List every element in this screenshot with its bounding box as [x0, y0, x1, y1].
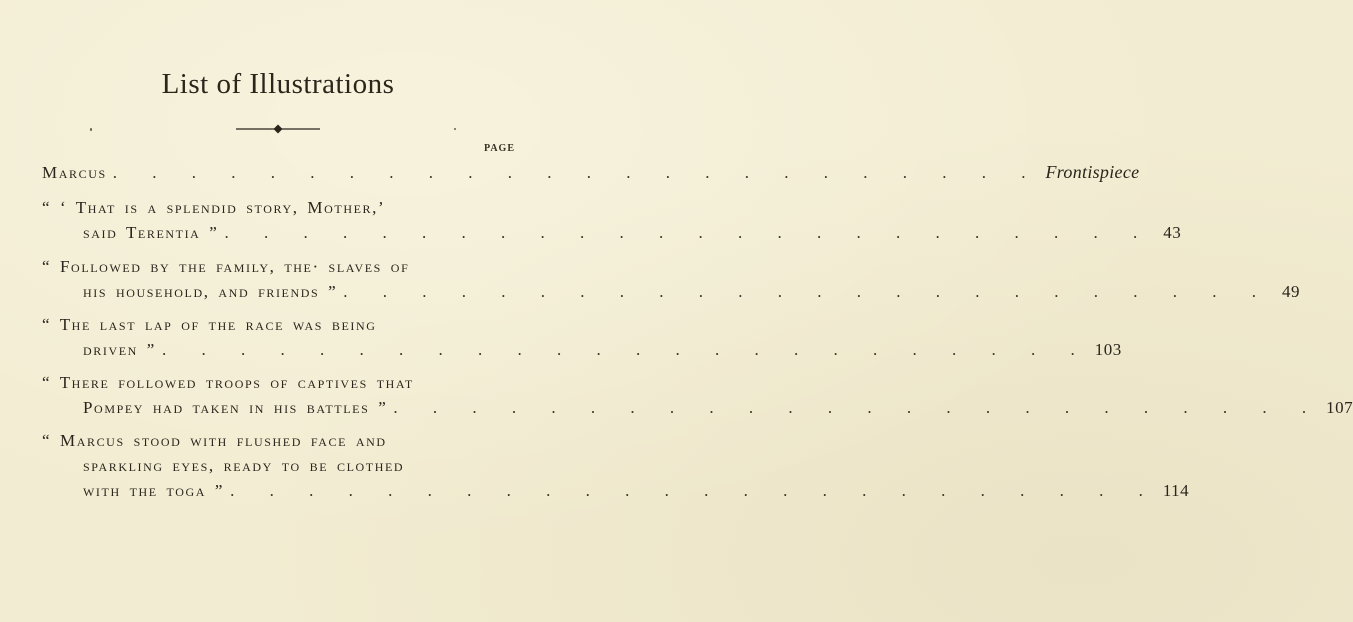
entry-line	[42, 279, 1301, 304]
entry-caption: with the toga ”	[83, 481, 225, 500]
entry-caption: “ There followed troops of captives that	[42, 373, 414, 392]
entry-page-number: 103	[1094, 340, 1122, 359]
illustration-entry	[42, 428, 1190, 503]
page-speck	[90, 128, 92, 131]
entry-line	[42, 478, 1190, 503]
entry-caption: his household, and friends ”	[83, 282, 338, 301]
leader-dots: . . . . . . . . . . . . . . . . . . . . . . . .	[112, 163, 1040, 182]
entry-page-number: Frontispiece	[1045, 162, 1140, 182]
illustration-entry	[42, 254, 1301, 304]
entry-caption: “ ‘ That is a splendid story, Mother,’	[42, 198, 386, 217]
entry-line	[42, 254, 516, 279]
entry-line	[42, 195, 516, 220]
leader-dots: . . . . . . . . . . . . . . . . . . . . . . . .	[161, 340, 1089, 359]
entry-line	[42, 312, 516, 337]
entry-page-number: 43	[1163, 223, 1182, 242]
entry-caption: “ Followed by the family, the· slaves of	[42, 257, 410, 276]
leader-dots: . . . . . . . . . . . . . . . . . . . . . . . .	[343, 282, 1271, 301]
illustration-entry	[42, 370, 1353, 420]
entry-page-number: 49	[1282, 282, 1301, 301]
page-title: List of Illustrations	[161, 68, 395, 100]
entry-line	[42, 220, 1182, 245]
illustration-entry	[42, 312, 1122, 362]
entry-page-number: 114	[1162, 481, 1190, 500]
entry-caption: Marcus	[42, 163, 107, 182]
ornament-divider	[236, 123, 320, 135]
entry-line	[42, 160, 1140, 185]
entry-caption: “ The last lap of the race was being	[42, 315, 377, 334]
page-speck	[454, 128, 456, 130]
entry-line	[42, 337, 1122, 362]
entry-page-number: 107	[1326, 398, 1353, 417]
entry-line	[42, 370, 516, 395]
entry-caption: driven ”	[83, 340, 156, 359]
illustration-entry	[42, 160, 1140, 185]
entry-line	[42, 395, 1353, 420]
page-column-label: PAGE	[483, 143, 515, 154]
illustration-entry	[42, 195, 1182, 245]
leader-dots: . . . . . . . . . . . . . . . . . . . . . . . .	[224, 223, 1152, 242]
entry-caption: sparkling eyes, ready to be clothed	[83, 456, 405, 475]
entry-caption: Pompey had taken in his battles ”	[83, 398, 388, 417]
leader-dots: . . . . . . . . . . . . . . . . . . . . . . . .	[230, 481, 1157, 500]
leader-dots: . . . . . . . . . . . . . . . . . . . . . . . .	[393, 398, 1321, 417]
entry-caption: said Terentia ”	[83, 223, 219, 242]
entry-line	[42, 453, 516, 478]
entry-caption: “ Marcus stood with flushed face and	[42, 431, 387, 450]
entry-line	[42, 428, 516, 453]
